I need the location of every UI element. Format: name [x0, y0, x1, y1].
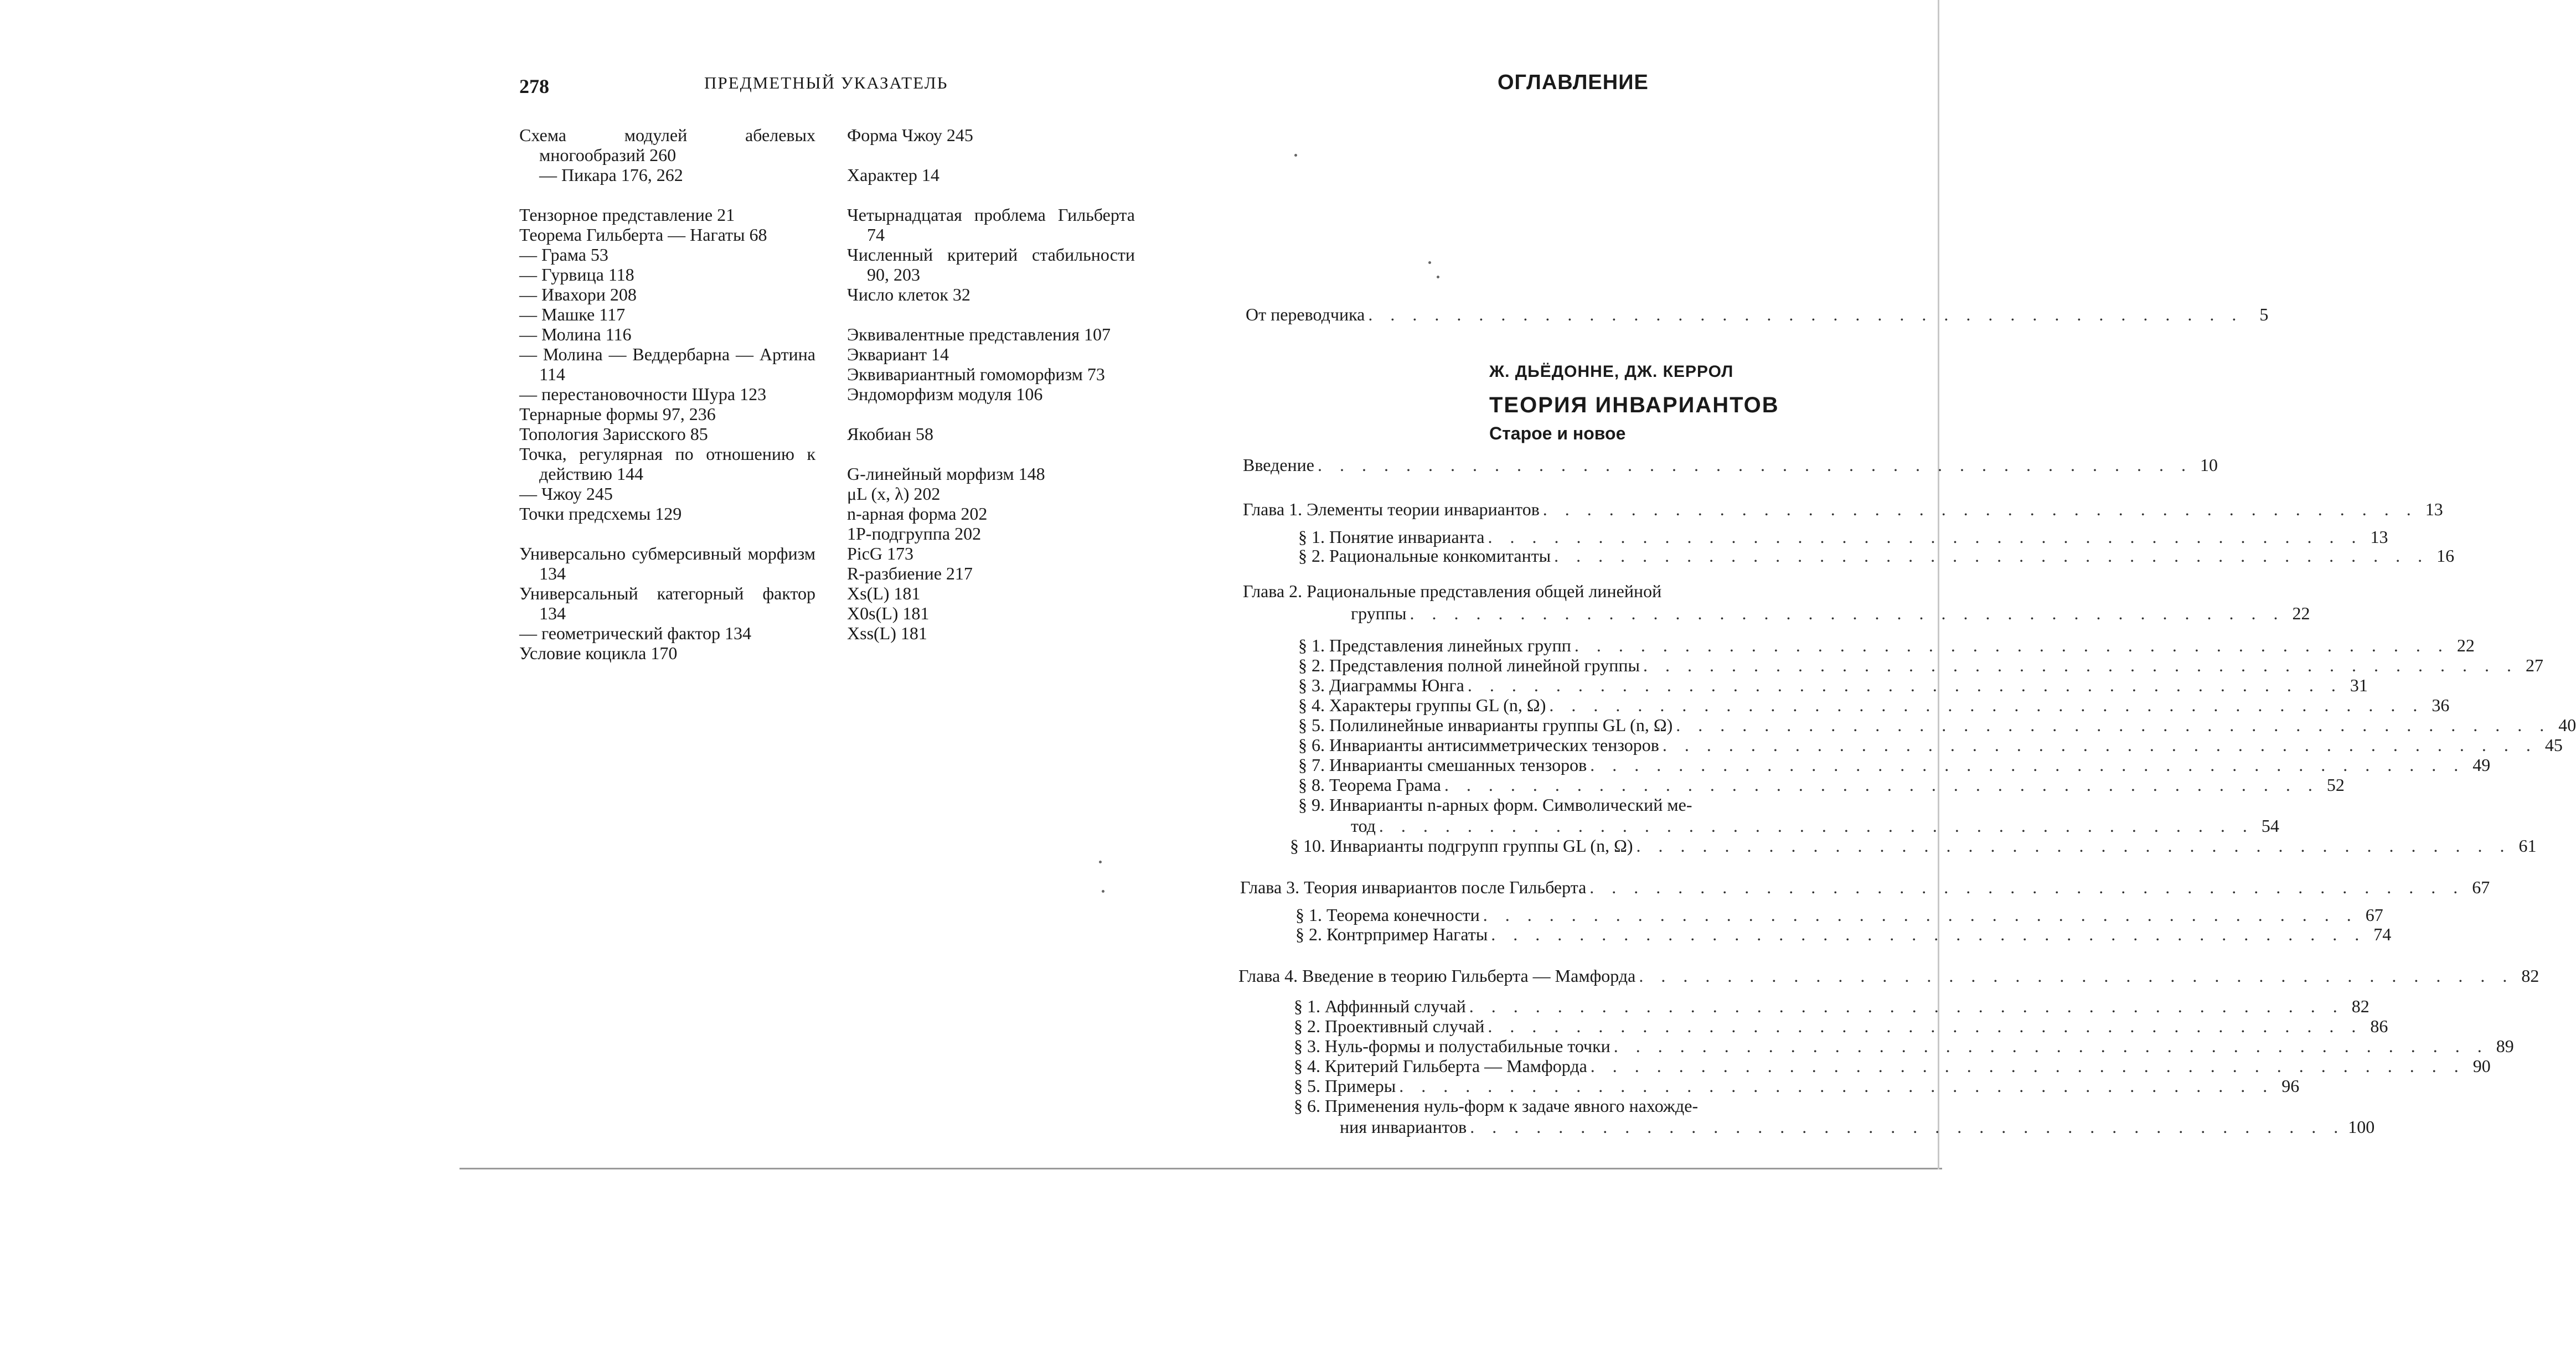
index-column-1	[519, 125, 815, 663]
toc-page: 67	[2365, 905, 2383, 925]
toc-label: § 3. Диаграммы Юнга	[1298, 675, 1464, 695]
index-entry: Xss(L) 181	[847, 623, 927, 643]
index-entry: Тернарные формы 97, 236	[519, 404, 716, 424]
index-entry: Схема модулей абелевых многообразий 260	[519, 125, 815, 165]
index-entry: Универсально субмерсивный морфизм 134	[519, 543, 815, 583]
index-entry: — Ивахори 208	[519, 284, 637, 304]
toc-section	[1295, 924, 2392, 945]
index-entry: PicG 173	[847, 543, 913, 563]
index-entry: 1P-подгруппа 202	[847, 524, 982, 543]
leader-dots: . . . . . . . . . . . . . . . . . . . . . . . . . . . . . . . . . . . . . . . .	[1636, 836, 2511, 856]
toc-label: § 4. Критерий Гильберта — Мамфорда	[1294, 1056, 1587, 1076]
toc-page: 16	[2436, 546, 2455, 566]
scan-edge-right	[1938, 0, 1939, 1169]
contents-title: ОГЛАВЛЕНИЕ	[1498, 71, 1649, 94]
toc-chapter	[1238, 966, 2539, 986]
toc-section-cont	[1340, 1117, 2375, 1137]
toc-section	[1298, 795, 1863, 815]
index-entry: Точки предсхемы 129	[519, 504, 682, 524]
index-entry: — Гурвица 118	[519, 265, 634, 284]
toc-page: 74	[2373, 924, 2392, 944]
leader-dots: . . . . . . . . . . . . . . . . . . . . . . . . . . . . . . . . . . . . . . . .	[1399, 1076, 2274, 1096]
toc-section	[1298, 735, 2563, 755]
leader-dots: . . . . . . . . . . . . . . . . . . . . . . . . . . . . . . . . . . . . . . . .	[1491, 924, 2366, 944]
toc-section	[1298, 755, 2491, 775]
toc-page: 36	[2432, 695, 2450, 715]
index-entry: Топология Зарисского 85	[519, 424, 708, 444]
toc-label: § 4. Характеры группы GL (n, Ω)	[1298, 695, 1546, 715]
leader-dots: . . . . . . . . . . . . . . . . . . . . . . . . . . . . . . . . . . . . . . . .	[1549, 695, 2424, 715]
scan-speck	[1294, 154, 1297, 157]
toc-page: 45	[2544, 735, 2563, 755]
toc-section	[1298, 695, 2450, 716]
leader-dots: . . . . . . . . . . . . . . . . . . . . . . . . . . . . . . . . . . . . . . . .	[1488, 527, 2363, 547]
toc-page: 61	[2518, 836, 2537, 856]
leader-dots: . . . . . . . . . . . . . . . . . . . . . . . . . . . . . . . . . . . . . . . .	[1368, 304, 2243, 324]
toc-page: 49	[2472, 755, 2491, 775]
toc-section	[1298, 546, 2455, 566]
toc-page: 54	[2261, 816, 2279, 836]
toc-chapter-cont	[1351, 603, 2310, 624]
toc-label: § 1. Теорема конечности	[1295, 905, 1480, 925]
index-entry: — Пикара 176, 262	[539, 165, 683, 185]
leader-dots: . . . . . . . . . . . . . . . . . . . . . . . . . . . . . . . . . . . . . . . .	[1444, 775, 2319, 795]
leader-dots: . . . . . . . . . . . . . . . . . . . . . . . . . . . . . . . . . . . . . . . .	[1469, 996, 2344, 1016]
toc-section	[1298, 655, 2543, 676]
toc-label: § 3. Нуль-формы и полустабильные точки	[1294, 1036, 1610, 1056]
toc-section	[1290, 836, 2537, 856]
leader-dots: . . . . . . . . . . . . . . . . . . . . . . . . . . . . . . . . . . . . . . . .	[1542, 499, 2418, 519]
leader-dots: . . . . . . . . . . . . . . . . . . . . . . . . . . . . . . . . . . . . . . . .	[1590, 755, 2465, 775]
toc-label: Введение	[1243, 455, 1314, 475]
toc-label: § 9. Инварианты n-арных форм. Символический ме-	[1298, 795, 1692, 815]
leader-dots: . . . . . . . . . . . . . . . . . . . . . . . . . . . . . . . . . . . . . . . .	[1317, 455, 2192, 475]
toc-label: § 10. Инварианты подгрупп группы GL (n, Ω)	[1290, 836, 1633, 856]
index-entry: Эндоморфизм модуля 106	[847, 384, 1043, 404]
index-entry: Точка, регулярная по отношению к действию 144	[519, 444, 815, 484]
toc-entry	[1243, 455, 2218, 475]
toc-section	[1294, 1056, 2491, 1076]
toc-section	[1294, 1076, 2300, 1096]
toc-section	[1298, 675, 2368, 696]
index-entry: Якобиан 58	[847, 424, 933, 444]
toc-page: 27	[2525, 655, 2543, 675]
toc-chapter	[1243, 581, 1863, 601]
index-entry: Четырнадцатая проблема Гильберта 74	[847, 205, 1135, 245]
toc-label: § 2. Контрпример Нагаты	[1295, 924, 1488, 944]
leader-dots: . . . . . . . . . . . . . . . . . . . . . . . . . . . . . . . . . . . . . . . .	[1554, 546, 2429, 566]
toc-label: § 5. Полилинейные инварианты группы GL (n, Ω)	[1298, 715, 1673, 735]
toc-section	[1298, 635, 2475, 656]
book-title: ТЕОРИЯ ИНВАРИАНТОВ	[1489, 393, 1779, 417]
toc-page: 13	[2425, 499, 2443, 519]
scan-speck	[1437, 276, 1439, 278]
toc-label: § 6. Инварианты антисимметрических тензоров	[1298, 735, 1659, 755]
toc-page: 13	[2370, 527, 2388, 547]
index-entry: — Молина — Веддербарна — Артина 114	[519, 344, 815, 384]
scan-speck	[1102, 890, 1104, 893]
scan-speck	[1099, 861, 1102, 863]
toc-page: 82	[2351, 996, 2369, 1016]
leader-dots: . . . . . . . . . . . . . . . . . . . . . . . . . . . . . . . . . . . . . . . .	[1574, 635, 2449, 655]
toc-section	[1294, 1016, 2388, 1037]
toc-section	[1298, 715, 2576, 736]
scan-speck	[1428, 261, 1431, 264]
leader-dots: . . . . . . . . . . . . . . . . . . . . . . . . . . . . . . . . . . . . . . . .	[1467, 675, 2342, 695]
index-entry: R-разбиение 217	[847, 563, 973, 583]
index-entry: Число клеток 32	[847, 284, 970, 304]
leader-dots: . . . . . . . . . . . . . . . . . . . . . . . . . . . . . . . . . . . . . . . .	[1639, 966, 2514, 986]
toc-label: § 5. Примеры	[1294, 1076, 1396, 1096]
toc-section	[1294, 1036, 2514, 1057]
toc-page: 5	[2259, 304, 2269, 324]
toc-label: § 1. Понятие инварианта	[1298, 527, 1485, 547]
index-entry: X0s(L) 181	[847, 603, 930, 623]
index-entry: — Машке 117	[519, 304, 626, 324]
leader-dots: . . . . . . . . . . . . . . . . . . . . . . . . . . . . . . . . . . . . . . . .	[1643, 655, 2518, 675]
toc-label: § 6. Применения нуль-форм к задаче явного нахожде-	[1294, 1096, 1699, 1116]
toc-label: Глава 2. Рациональные представления общей линейной	[1243, 581, 1662, 601]
toc-section	[1298, 527, 2388, 547]
toc-label: ния инвариантов	[1340, 1117, 1467, 1137]
leader-dots: . . . . . . . . . . . . . . . . . . . . . . . . . . . . . . . . . . . . . . . .	[1488, 1016, 2363, 1036]
leader-dots: . . . . . . . . . . . . . . . . . . . . . . . . . . . . . . . . . . . . . . . .	[1613, 1036, 2489, 1056]
index-entry: — геометрический фактор 134	[519, 623, 751, 643]
leader-dots: . . . . . . . . . . . . . . . . . . . . . . . . . . . . . . . . . . . . . . . .	[1410, 603, 2285, 623]
index-entry: Численный критерий стабильности 90, 203	[847, 245, 1135, 284]
book-subtitle: Старое и новое	[1489, 423, 1626, 443]
toc-entry	[1246, 304, 2269, 325]
leader-dots: . . . . . . . . . . . . . . . . . . . . . . . . . . . . . . . . . . . . . . . .	[1676, 715, 2551, 735]
index-entry: Условие коцикла 170	[519, 643, 678, 663]
toc-label: тод	[1351, 816, 1376, 836]
toc-label: От переводчика	[1246, 304, 1365, 324]
index-entry: Теорема Гильберта — Нагаты 68	[519, 225, 767, 245]
toc-section	[1294, 1096, 1863, 1116]
index-entry: Эквивариантный гомоморфизм 73	[847, 364, 1105, 384]
leader-dots: . . . . . . . . . . . . . . . . . . . . . . . . . . . . . . . . . . . . . . . .	[1483, 905, 2358, 925]
index-entry: Эквивалентные представления 107	[847, 324, 1111, 344]
toc-chapter	[1243, 499, 2443, 520]
toc-section	[1298, 775, 2345, 795]
toc-label: § 2. Рациональные конкомитанты	[1298, 546, 1551, 566]
toc-label: § 1. Представления линейных групп	[1298, 635, 1571, 655]
page-number: 278	[519, 75, 549, 97]
toc-label: § 2. Проективный случай	[1294, 1016, 1485, 1036]
scan-edge-bottom	[460, 1168, 1942, 1169]
toc-page: 22	[2456, 635, 2475, 655]
index-entry: n-арная форма 202	[847, 504, 988, 524]
index-entry: Характер 14	[847, 165, 939, 185]
index-entry: G-линейный морфизм 148	[847, 464, 1045, 484]
index-entry: Xs(L) 181	[847, 583, 921, 603]
toc-section	[1294, 996, 2369, 1017]
index-entry: Универсальный категорный фактор 134	[519, 583, 815, 623]
index-entry: — перестановочности Шура 123	[519, 384, 767, 404]
toc-section	[1295, 905, 2383, 925]
toc-label: § 2. Представления полной линейной группы	[1298, 655, 1640, 675]
toc-label: Глава 3. Теория инвариантов после Гильберта	[1240, 877, 1587, 897]
index-entry: Тензорное представление 21	[519, 205, 735, 225]
leader-dots: . . . . . . . . . . . . . . . . . . . . . . . . . . . . . . . . . . . . . . . .	[1470, 1117, 2345, 1137]
index-entry: — Молина 116	[519, 324, 632, 344]
toc-page: 67	[2472, 877, 2490, 897]
index-entry: Эквариант 14	[847, 344, 949, 364]
index-entry: — Грама 53	[519, 245, 608, 265]
index-entry: Форма Чжоу 245	[847, 125, 973, 145]
toc-label: Глава 1. Элементы теории инвариантов	[1243, 499, 1540, 519]
toc-page: 10	[2200, 455, 2218, 475]
toc-page: 100	[2348, 1117, 2375, 1137]
toc-label: группы	[1351, 603, 1407, 623]
index-entry: — Чжоу 245	[519, 484, 613, 504]
toc-page: 22	[2292, 603, 2310, 623]
leader-dots: . . . . . . . . . . . . . . . . . . . . . . . . . . . . . . . . . . . . . . . .	[1379, 816, 2254, 836]
index-entry: μL (x, λ) 202	[847, 484, 941, 504]
toc-chapter	[1240, 877, 2490, 898]
toc-page: 86	[2370, 1016, 2388, 1036]
index-column-2	[847, 125, 1135, 643]
toc-label: § 8. Теорема Грама	[1298, 775, 1441, 795]
toc-page: 31	[2350, 675, 2368, 695]
book-authors: Ж. ДЬЁДОННЕ, ДЖ. КЕРРОЛ	[1489, 363, 1734, 381]
toc-page: 89	[2496, 1036, 2514, 1056]
toc-label: Глава 4. Введение в теорию Гильберта — Мамфорда	[1238, 966, 1636, 986]
toc-section-cont	[1351, 816, 2279, 836]
running-head: ПРЕДМЕТНЫЙ УКАЗАТЕЛЬ	[704, 73, 948, 92]
leader-dots: . . . . . . . . . . . . . . . . . . . . . . . . . . . . . . . . . . . . . . . .	[1662, 735, 2537, 755]
toc-page: 40	[2558, 715, 2576, 735]
leader-dots: . . . . . . . . . . . . . . . . . . . . . . . . . . . . . . . . . . . . . . . .	[1590, 1056, 2465, 1076]
toc-page: 96	[2281, 1076, 2300, 1096]
toc-page: 90	[2472, 1056, 2491, 1076]
leader-dots: . . . . . . . . . . . . . . . . . . . . . . . . . . . . . . . . . . . . . . . .	[1589, 877, 2465, 897]
toc-label: § 1. Аффинный случай	[1294, 996, 1466, 1016]
toc-page: 52	[2326, 775, 2345, 795]
toc-page: 82	[2521, 966, 2539, 986]
toc-label: § 7. Инварианты смешанных тензоров	[1298, 755, 1587, 775]
